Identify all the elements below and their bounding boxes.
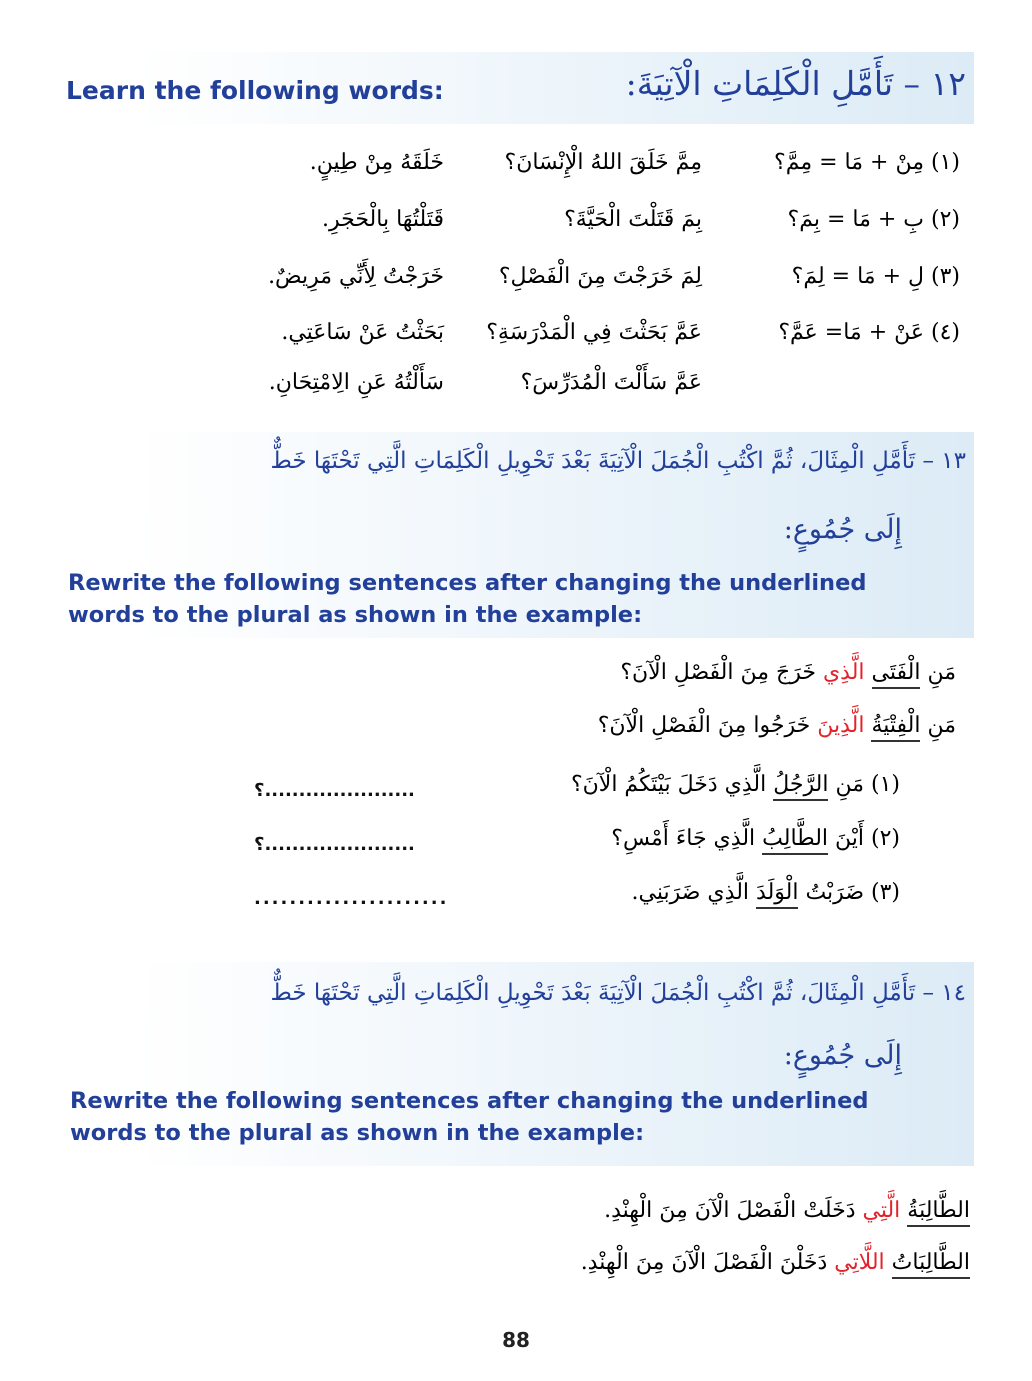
section-13-item-1 <box>571 772 900 797</box>
underlined-word: الْوَلَدَ <box>756 880 798 909</box>
answer-4: بَحَثْتُ عَنْ سَاعَتِي. <box>281 320 444 345</box>
example-rest: خَرَجُوا مِنَ الْفَصْلِ الْآنَ؟ <box>597 713 811 738</box>
item-prefix: (٢) أَيْنَ <box>835 826 900 851</box>
rule-4: (٤) عَنْ + مَا= عَمَّ؟ <box>778 320 960 345</box>
item-prefix: (٣) ضَرَبْتُ <box>805 880 900 905</box>
example-rest: دَخَلَتْ الْفَصْلَ الْآنَ مِنَ الْهِنْدِ. <box>604 1198 856 1223</box>
underlined-word: الطَّالِبُ <box>762 826 828 855</box>
section-14-title-line-2: إِلَى جُمُوعٍ: <box>783 1040 902 1071</box>
section-12-title-en: Learn the following words: <box>66 76 444 105</box>
item-rest: الَّذِي دَخَلَ بَيْتَكُمُ الْآنَ؟ <box>570 772 767 797</box>
section-14-example-plural <box>581 1250 970 1275</box>
rule-1: (١) مِنْ + مَا = مِمَّ؟ <box>774 150 960 175</box>
example-rest: خَرَجَ مِنَ الْفَصْلِ الْآنَ؟ <box>620 660 816 685</box>
underlined-word: الْفِتْيَةُ <box>871 713 920 742</box>
section-12-title-ar: ١٢ – تَأَمَّلِ الْكَلِمَاتِ الْآتِيَةَ: <box>625 64 966 103</box>
question-3: لِمَ خَرَجْتَ مِنَ الْفَصْلِ؟ <box>498 264 702 289</box>
answer-blank-3[interactable]: ...................... <box>254 888 449 909</box>
section-13-instruction-line-1: Rewrite the following sentences after changing the underlined <box>68 570 867 596</box>
answer-3: خَرَجْتُ لِأَنِّي مَرِيضٌ. <box>268 264 444 289</box>
relative-pronoun: اللَّاتِي <box>834 1250 885 1275</box>
section-13-title-line-1: ١٣ – تَأَمَّلِ الْمِثَالَ، ثُمَّ اكْتُبِ الْجُمَلَ الْآتِيَةَ بَعْدَ تَحْوِيلِ الْكَلِمَاتِ الَّتِي تَحْتَهَا خَطٌّ <box>270 448 966 474</box>
rule-2: (٢) بِ + مَا = بِمَ؟ <box>787 207 960 232</box>
section-13-item-3 <box>632 880 900 905</box>
example-word: مَنِ <box>927 713 956 738</box>
answer-blank-1[interactable]: ؟...................... <box>254 780 415 801</box>
underlined-word: الطَّالِبَاتُ <box>892 1250 970 1279</box>
rule-3: (٣) لِ + مَا = لِمَ؟ <box>791 264 960 289</box>
item-rest: الَّذِي جَاءَ أَمْسِ؟ <box>611 826 756 851</box>
relative-pronoun: الَّذِينَ <box>817 713 865 738</box>
underlined-word: الْفَتَى <box>872 660 921 689</box>
item-prefix: (١) مَنِ <box>835 772 900 797</box>
answer-2: قَتَلْتُهَا بِالْحَجَرِ. <box>322 207 444 232</box>
answer-5: سَأَلْتُهُ عَنِ الِامْتِحَانِ. <box>268 370 444 395</box>
section-13-example-plural <box>598 713 956 738</box>
section-13-example-singular <box>620 660 956 685</box>
section-13-title-line-2: إِلَى جُمُوعٍ: <box>783 514 902 545</box>
example-word: مَنِ <box>927 660 956 685</box>
underlined-word: الطَّالِبَةُ <box>907 1198 970 1227</box>
question-5: عَمَّ سَأَلْتَ الْمُدَرِّسَ؟ <box>520 370 702 395</box>
item-rest: الَّذِي ضَرَبَنِي. <box>631 880 750 905</box>
relative-pronoun: الَّذِي <box>822 660 865 685</box>
page-number: 88 <box>502 1328 530 1352</box>
question-4: عَمَّ بَحَثْتَ فِي الْمَدْرَسَةِ؟ <box>486 320 702 345</box>
section-13-instruction-line-2: words to the plural as shown in the example: <box>68 602 643 628</box>
section-14-example-singular <box>604 1198 970 1223</box>
question-1: مِمَّ خَلَقَ اللهُ الْإِنْسَانَ؟ <box>504 150 702 175</box>
example-rest: دَخَلْنَ الْفَصْلَ الْآنَ مِنَ الْهِنْدِ. <box>580 1250 828 1275</box>
answer-1: خَلَقَهُ مِنْ طِينٍ. <box>309 150 444 175</box>
answer-blank-2[interactable]: ؟...................... <box>254 834 415 855</box>
section-13-item-2 <box>611 826 900 851</box>
section-14-title-line-1: ١٤ – تَأَمَّلِ الْمِثَالَ، ثُمَّ اكْتُبِ الْجُمَلَ الْآتِيَةَ بَعْدَ تَحْوِيلِ الْكَلِمَاتِ الَّتِي تَحْتَهَا خَطٌّ <box>270 980 966 1006</box>
question-2: بِمَ قَتَلْتَ الْحَيَّةَ؟ <box>564 207 702 232</box>
underlined-word: الرَّجُلُ <box>773 772 828 801</box>
relative-pronoun: الَّتِي <box>862 1198 901 1223</box>
section-14-instruction-line-2: words to the plural as shown in the example: <box>70 1120 645 1146</box>
section-14-instruction-line-1: Rewrite the following sentences after changing the underlined <box>70 1088 869 1114</box>
